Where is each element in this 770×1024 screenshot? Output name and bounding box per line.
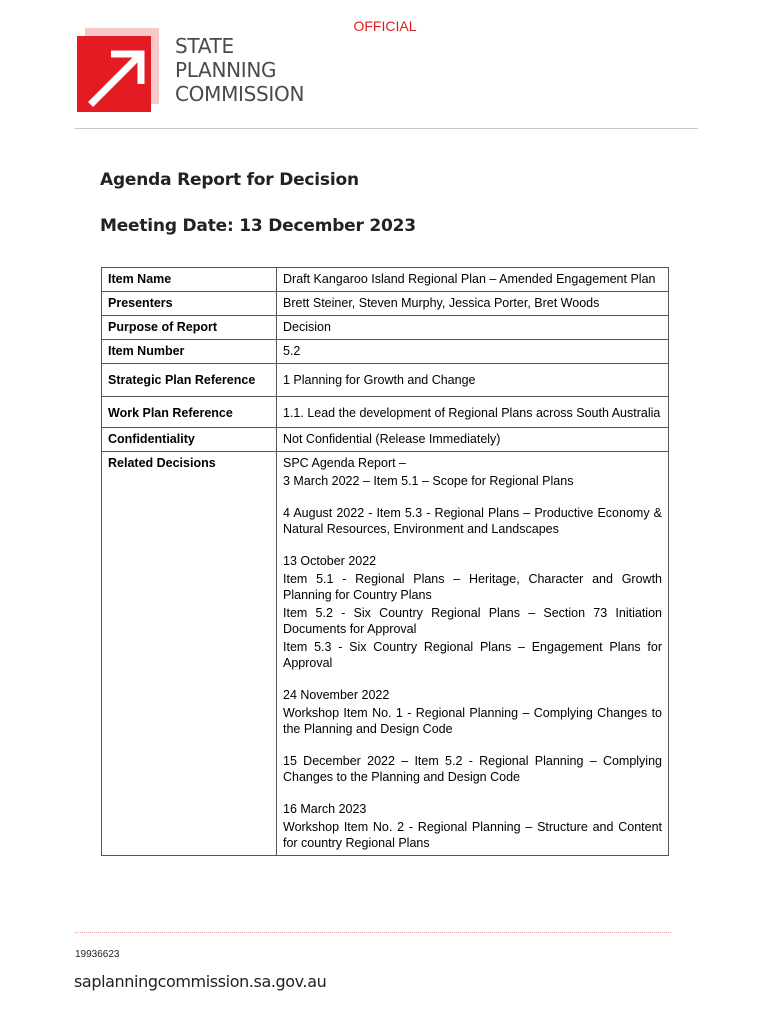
document-number: 19936623: [75, 949, 120, 960]
table-row: [102, 364, 669, 397]
related-group: [283, 553, 662, 671]
table-row: [102, 428, 669, 452]
row-label: Item Number: [102, 340, 277, 364]
related-group: [283, 505, 662, 537]
row-label: Purpose of Report: [102, 316, 277, 340]
table-row: [102, 268, 669, 292]
logo-wordmark: [175, 34, 304, 106]
report-title: Agenda Report for Decision: [100, 170, 359, 190]
table-row: [102, 397, 669, 428]
row-label: Item Name: [102, 268, 277, 292]
row-value: Draft Kangaroo Island Regional Plan – Amended Engagement Plan: [277, 268, 669, 292]
state-planning-commission-logo: [77, 28, 327, 114]
report-details-table: [101, 267, 669, 856]
table-row: [102, 452, 669, 856]
related-decision: 3 March 2022 – Item 5.1 – Scope for Regional Plans: [283, 474, 574, 488]
table-row: [102, 292, 669, 316]
related-intro: SPC Agenda Report –: [283, 456, 406, 470]
related-decision: Item 5.2 - Six Country Regional Plans – Section 73 Initiation Documents for Approval: [283, 606, 662, 636]
related-date: 16 March 2023: [283, 802, 367, 816]
related-decision: 15 December 2022 – Item 5.2 - Regional Planning – Complying Changes to the Planning and Design Code: [283, 754, 662, 784]
meeting-date-heading: Meeting Date: 13 December 2023: [100, 216, 416, 236]
row-label: Related Decisions: [102, 452, 277, 856]
row-value: Decision: [277, 316, 669, 340]
related-group: [283, 753, 662, 785]
related-decision: 4 August 2022 - Item 5.3 - Regional Plans – Productive Economy & Natural Resources, Environment and Landscapes: [283, 506, 662, 536]
related-date: 13 October 2022: [283, 554, 377, 568]
arrow-logo-icon: [77, 28, 159, 112]
related-date: 24 November 2022: [283, 688, 390, 702]
row-label: Presenters: [102, 292, 277, 316]
logo-line-2: PLANNING: [175, 58, 277, 82]
row-label: Strategic Plan Reference: [102, 364, 277, 397]
row-value: 1.1. Lead the development of Regional Plans across South Australia: [277, 397, 669, 428]
related-group: [283, 687, 662, 737]
header-divider: [75, 128, 698, 129]
row-value: 1 Planning for Growth and Change: [277, 364, 669, 397]
related-decision: Item 5.3 - Six Country Regional Plans – Engagement Plans for Approval: [283, 640, 662, 670]
logo-line-3: COMMISSION: [175, 82, 305, 106]
related-group: [283, 801, 662, 851]
classification-marking: OFFICIAL: [353, 18, 417, 34]
row-value: Brett Steiner, Steven Murphy, Jessica Porter, Bret Woods: [277, 292, 669, 316]
row-value: 5.2: [277, 340, 669, 364]
related-decision: Item 5.1 - Regional Plans – Heritage, Character and Growth Planning for Country Plans: [283, 572, 662, 602]
row-value: Not Confidential (Release Immediately): [277, 428, 669, 452]
table-row: [102, 340, 669, 364]
related-decision: Workshop Item No. 2 - Regional Planning – Structure and Content for country Regional Plans: [283, 820, 662, 850]
website-address: saplanningcommission.sa.gov.au: [74, 972, 327, 991]
related-decision: Workshop Item No. 1 - Regional Planning – Complying Changes to the Planning and Design Code: [283, 706, 662, 736]
footer-divider: [75, 932, 671, 933]
related-group: [283, 455, 662, 489]
row-label: Confidentiality: [102, 428, 277, 452]
table-row: [102, 316, 669, 340]
related-decisions-list: [277, 452, 669, 856]
row-label: Work Plan Reference: [102, 397, 277, 428]
logo-line-1: STATE: [175, 34, 234, 58]
